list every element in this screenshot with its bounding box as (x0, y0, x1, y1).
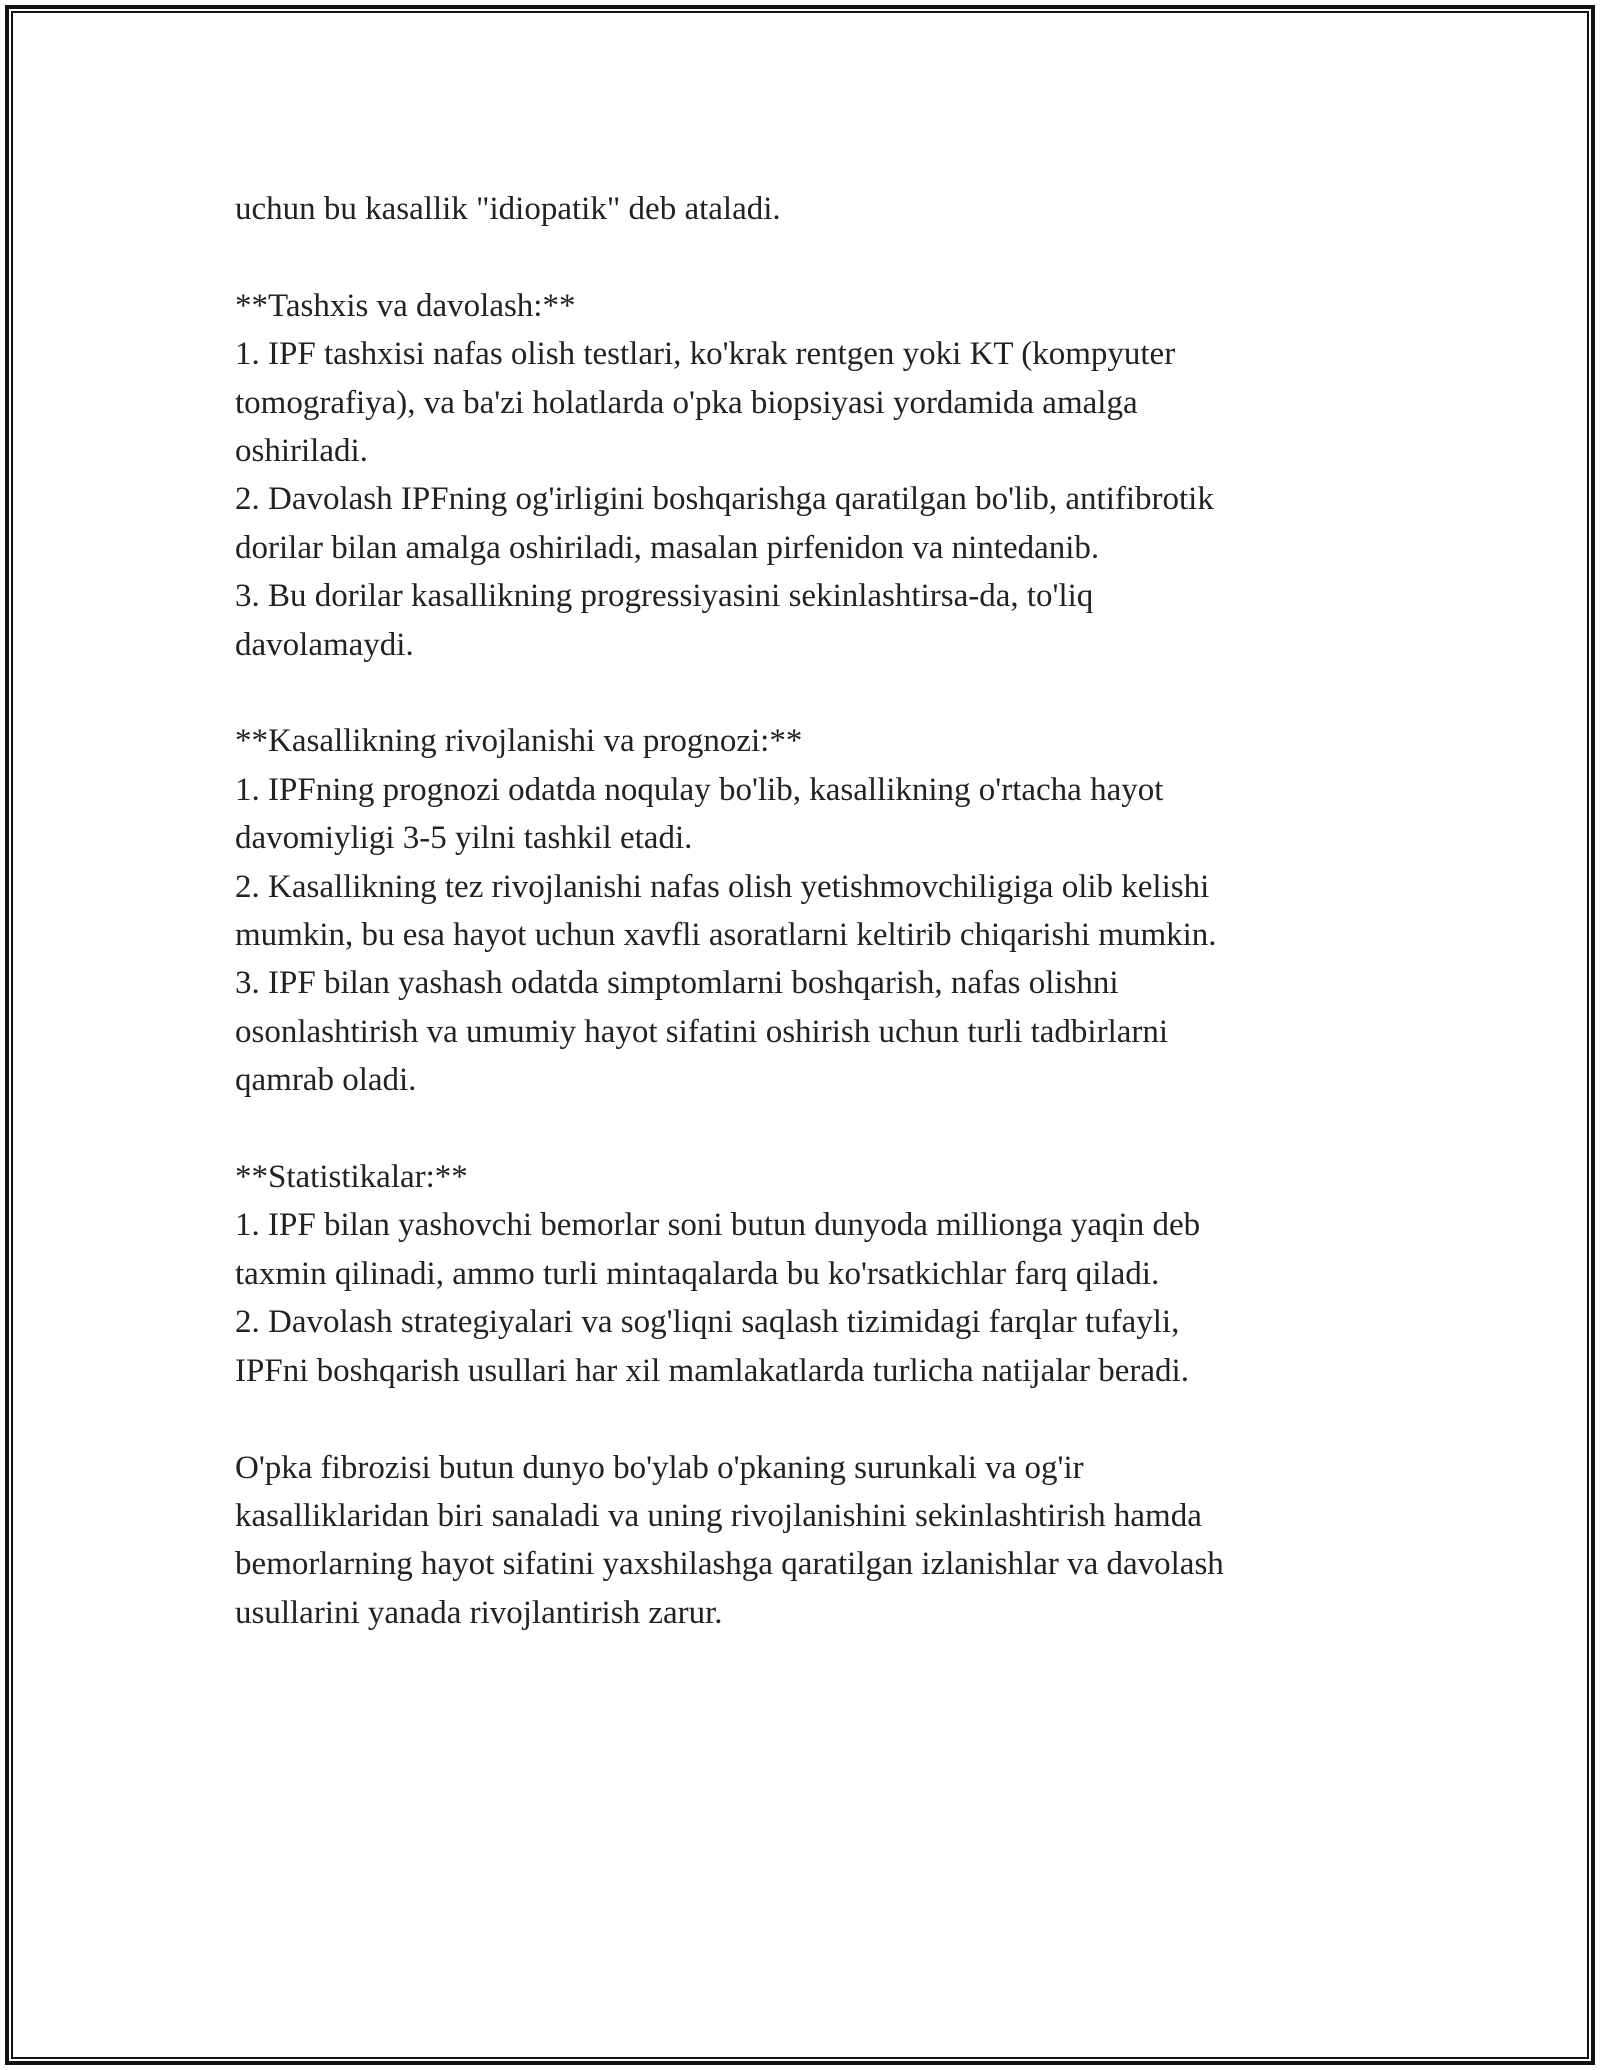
text-line: mumkin, bu esa hayot uchun xavfli asoratlarni keltirib chiqarishi mumkin. (235, 917, 1217, 954)
paragraph-5 (235, 1444, 1365, 1638)
text-line: bemorlarning hayot sifatini yaxshilashga qaratilgan izlanishlar va davolash (235, 1546, 1224, 1583)
paragraph-3 (235, 717, 1365, 1104)
text-line: **Statistikalar:** (235, 1159, 468, 1196)
text-line: IPFni boshqarish usullari har xil mamlakatlarda turlicha natijalar beradi. (235, 1352, 1189, 1389)
paragraph-gap (235, 1395, 1365, 1443)
text-line: 1. IPF bilan yashovchi bemorlar soni butun dunyoda millionga yaqin deb (235, 1207, 1201, 1244)
text-line: **Kasallikning rivojlanishi va prognozi:** (235, 723, 803, 760)
text-line: 3. Bu dorilar kasallikning progressiyasini sekinlashtirsa-da, to'liq (235, 578, 1094, 615)
text-line: 1. IPF tashxisi nafas olish testlari, ko'krak rentgen yoki KT (kompyuter (235, 336, 1176, 373)
text-line: O'pka fibrozisi butun dunyo bo'ylab o'pkaning surunkali va og'ir (235, 1449, 1084, 1486)
text-line: **Tashxis va davolash:** (235, 287, 576, 324)
text-line: 3. IPF bilan yashash odatda simptomlarni boshqarish, nafas olishni (235, 965, 1119, 1002)
text-line: tomografiya), va ba'zi holatlarda o'pka biopsiyasi yordamida amalga (235, 384, 1138, 421)
text-line: oshiriladi. (235, 433, 368, 470)
paragraph-1 (235, 185, 1365, 233)
text-line: qamrab oladi. (235, 1062, 417, 1099)
text-line: dorilar bilan amalga oshiriladi, masalan pirfenidon va nintedanib. (235, 529, 1100, 566)
text-line: uchun bu kasallik "idiopatik" deb ataladi. (235, 191, 781, 227)
text-line: 2. Davolash strategiyalari va sog'liqni saqlash tizimidagi farqlar tufayli, (235, 1304, 1180, 1341)
text-line: davolamaydi. (235, 626, 414, 663)
text-line: kasalliklaridan biri sanaladi va uning rivojlanishini sekinlashtirish hamda (235, 1497, 1202, 1534)
paragraph-2 (235, 282, 1365, 669)
paragraph-gap (235, 1105, 1365, 1153)
text-line: taxmin qilinadi, ammo turli mintaqalarda bu ko'rsatkichlar farq qiladi. (235, 1255, 1160, 1292)
paragraph-gap (235, 233, 1365, 281)
text-line: 2. Kasallikning tez rivojlanishi nafas olish yetishmovchiligiga olib kelishi (235, 868, 1210, 905)
text-line: 2. Davolash IPFning og'irligini boshqarishga qaratilgan bo'lib, antifibrotik (235, 481, 1214, 518)
document-body (235, 185, 1365, 1637)
text-line: osonlashtirish va umumiy hayot sifatini oshirish uchun turli tadbirlarni (235, 1013, 1169, 1050)
text-line: usullarini yanada rivojlantirish zarur. (235, 1594, 723, 1631)
text-line: 1. IPFning prognozi odatda noqulay bo'lib, kasallikning o'rtacha hayot (235, 771, 1164, 808)
text-line: davomiyligi 3-5 yilni tashkil etadi. (235, 820, 693, 857)
paragraph-4 (235, 1153, 1365, 1395)
paragraph-gap (235, 669, 1365, 717)
